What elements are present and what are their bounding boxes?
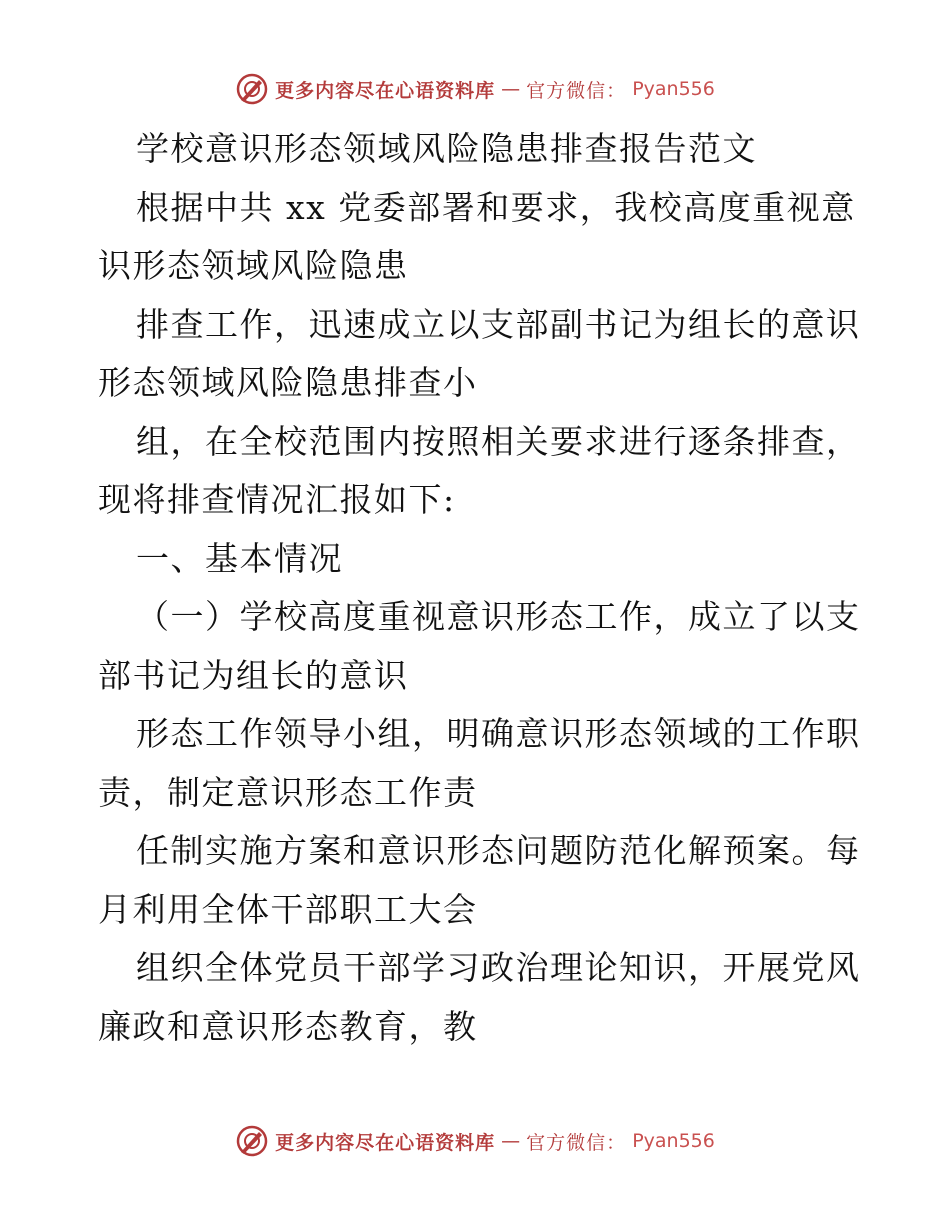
brand-logo-icon <box>235 72 269 106</box>
watermark-separator: — <box>501 1130 521 1152</box>
document-line: 廉政和意识形态教育，教 <box>98 1006 478 1046</box>
document-line: 识形态领域风险隐患 <box>98 246 409 285</box>
document-line: 责，制定意识形态工作责 <box>98 772 478 812</box>
watermark-wechat-label: 官方微信： <box>526 1131 627 1154</box>
document-line: 部书记为组长的意识 <box>98 655 409 695</box>
watermark-text: 更多内容尽在心语资料库 <box>275 79 496 102</box>
document-line: 形态工作领导小组，明确意识形态领域的工作职 <box>136 714 861 753</box>
footer-watermark <box>0 1124 950 1158</box>
document-line: 一、基本情况 <box>136 538 343 578</box>
document-line: 组，在全校范围内按照相关要求进行逐条排查， <box>136 421 861 461</box>
watermark-text: 更多内容尽在心语资料库 <box>275 1131 496 1154</box>
watermark-wechat-label: 官方微信： <box>526 79 627 102</box>
document-line: 组织全体党员干部学习政治理论知识，开展党风 <box>136 948 861 987</box>
document-line: 现将排查情况汇报如下: <box>98 480 456 519</box>
document-line: 任制实施方案和意识形态问题防范化解预案。每 <box>136 831 861 870</box>
brand-logo-icon <box>235 1124 269 1158</box>
document-line: 排查工作，迅速成立以支部副书记为组长的意识 <box>136 304 861 344</box>
document-line: 月利用全体干部职工大会 <box>98 889 478 929</box>
watermark-separator: — <box>501 78 521 100</box>
document-line: 学校意识形态领域风险隐患排查报告范文 <box>136 129 757 168</box>
document-line: （一）学校高度重视意识形态工作，成立了以支 <box>136 597 861 636</box>
header-watermark <box>0 72 950 106</box>
watermark-wechat-id: Pyan556 <box>632 78 715 100</box>
document-line: 形态领域风险隐患排查小 <box>98 363 478 402</box>
document-line: 根据中共 xx 党委部署和要求，我校高度重视意 <box>136 187 856 227</box>
document-body <box>98 120 861 1056</box>
watermark-wechat-id: Pyan556 <box>632 1130 715 1152</box>
